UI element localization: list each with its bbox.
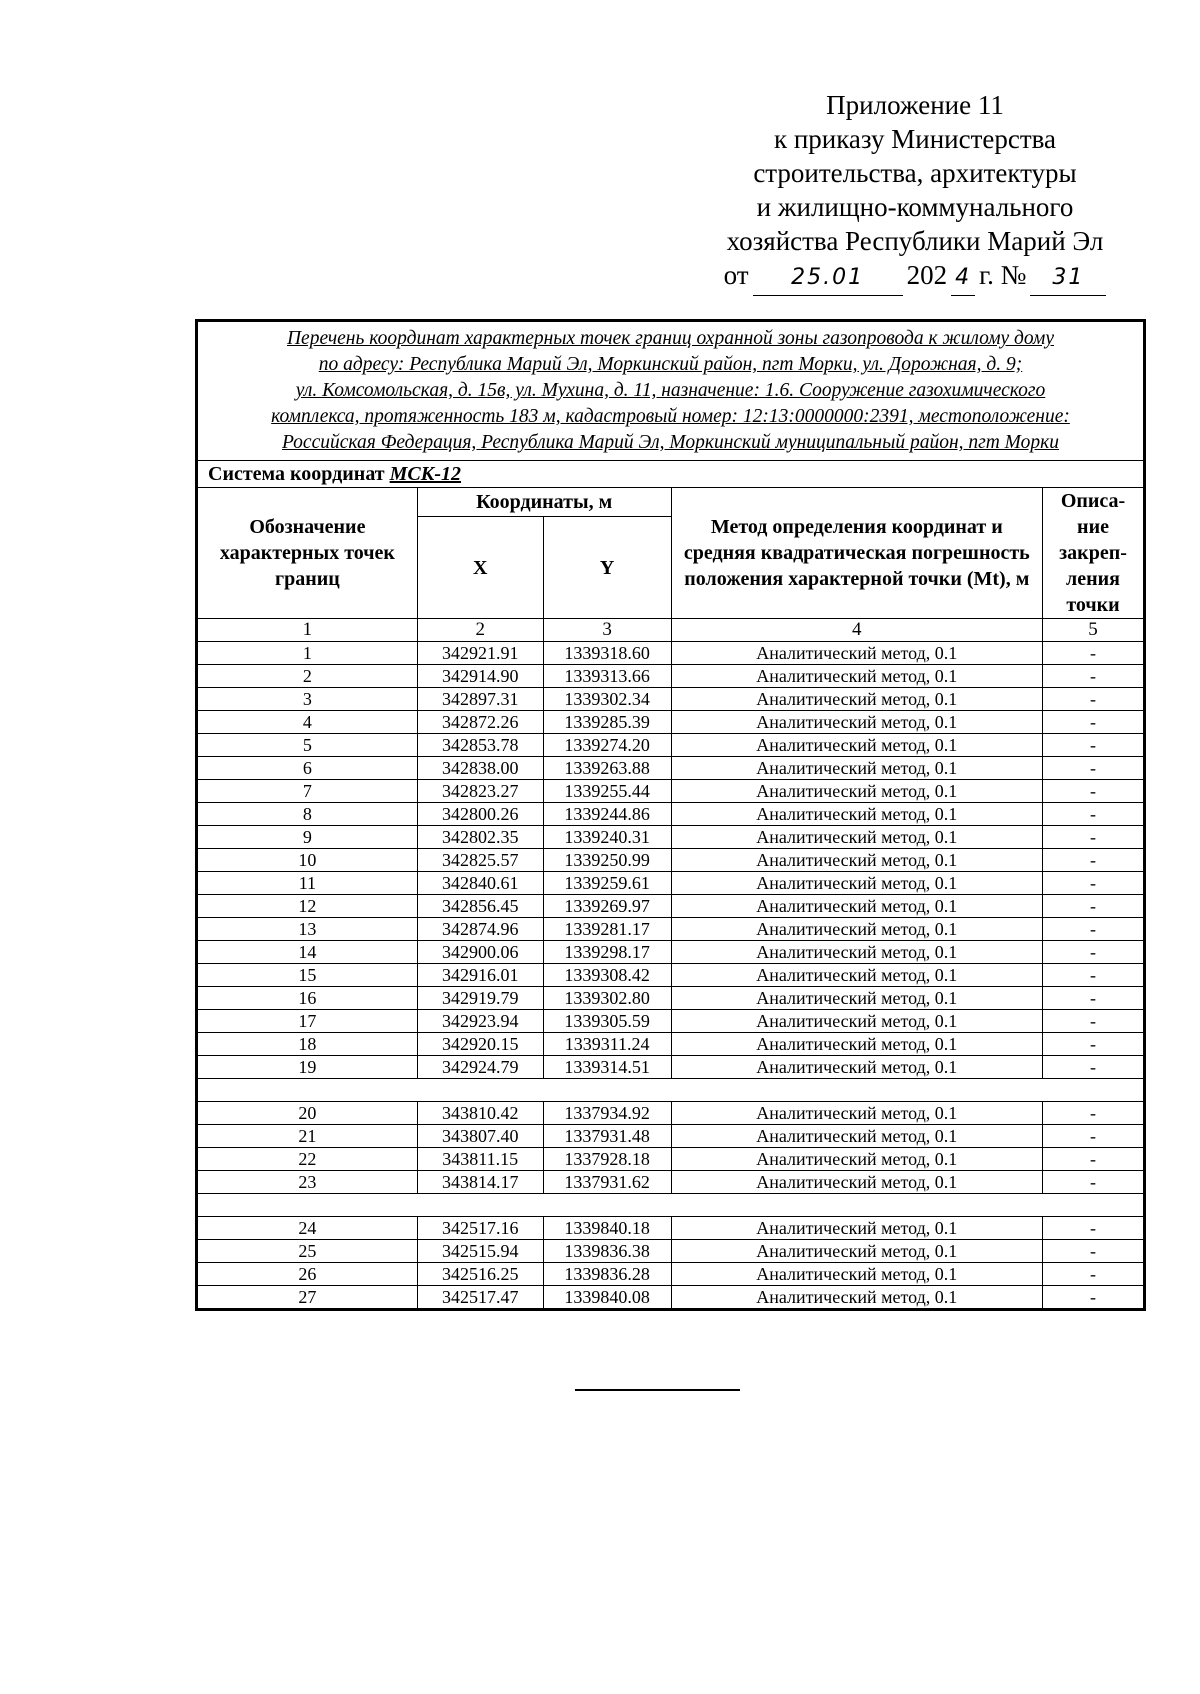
point-number: 11 <box>198 872 418 895</box>
coord-x: 342840.61 <box>417 872 543 895</box>
fixing-description: - <box>1043 1286 1144 1309</box>
fixing-description: - <box>1043 941 1144 964</box>
coord-y: 1339836.28 <box>543 1263 671 1286</box>
table-row <box>198 642 1144 665</box>
coord-x: 342517.16 <box>417 1217 543 1240</box>
group-separator-row <box>198 1079 1144 1102</box>
coordinate-system <box>198 461 1144 488</box>
point-number: 25 <box>198 1240 418 1263</box>
point-number: 26 <box>198 1263 418 1286</box>
point-number: 13 <box>198 918 418 941</box>
coord-x: 342924.79 <box>417 1056 543 1079</box>
group-separator-row <box>198 1194 1144 1217</box>
coord-x: 342823.27 <box>417 780 543 803</box>
method: Аналитический метод, 0.1 <box>671 665 1042 688</box>
group-separator <box>198 1194 1144 1217</box>
coord-x: 342923.94 <box>417 1010 543 1033</box>
method: Аналитический метод, 0.1 <box>671 895 1042 918</box>
coord-y: 1339274.20 <box>543 734 671 757</box>
fixing-description: - <box>1043 734 1144 757</box>
fixing-description: - <box>1043 1102 1144 1125</box>
method: Аналитический метод, 0.1 <box>671 987 1042 1010</box>
coord-x: 342872.26 <box>417 711 543 734</box>
fixing-description: - <box>1043 849 1144 872</box>
fixing-description: - <box>1043 918 1144 941</box>
method: Аналитический метод, 0.1 <box>671 711 1042 734</box>
point-number: 8 <box>198 803 418 826</box>
point-number: 5 <box>198 734 418 757</box>
point-number: 16 <box>198 987 418 1010</box>
order-line-1: к приказу Министерства <box>773 124 1057 154</box>
fixing-description: - <box>1043 711 1144 734</box>
table-row <box>198 711 1144 734</box>
coord-y: 1339263.88 <box>543 757 671 780</box>
coord-x: 342914.90 <box>417 665 543 688</box>
point-number: 7 <box>198 780 418 803</box>
coord-x: 343807.40 <box>417 1125 543 1148</box>
table-row <box>198 987 1144 1010</box>
fixing-description: - <box>1043 1125 1144 1148</box>
coord-y: 1339308.42 <box>543 964 671 987</box>
coord-x: 342856.45 <box>417 895 543 918</box>
table-row <box>198 1171 1144 1194</box>
table-title-line: по адресу: Республика Марий Эл, Моркинский район, пгт Морки, ул. Дорожная, д. 9; <box>318 354 1023 375</box>
coord-y: 1339318.60 <box>543 642 671 665</box>
table-row <box>198 895 1144 918</box>
table-row <box>198 872 1144 895</box>
coordinates-table <box>197 321 1144 1309</box>
method: Аналитический метод, 0.1 <box>671 964 1042 987</box>
method: Аналитический метод, 0.1 <box>671 1033 1042 1056</box>
table-row <box>198 1217 1144 1240</box>
coord-x: 342897.31 <box>417 688 543 711</box>
table-row <box>198 1148 1144 1171</box>
coord-y: 1339305.59 <box>543 1010 671 1033</box>
coord-x: 342920.15 <box>417 1033 543 1056</box>
point-number: 17 <box>198 1010 418 1033</box>
method: Аналитический метод, 0.1 <box>671 872 1042 895</box>
point-number: 2 <box>198 665 418 688</box>
table-row <box>198 1010 1144 1033</box>
fixing-description: - <box>1043 1033 1144 1056</box>
coord-x: 343814.17 <box>417 1171 543 1194</box>
point-number: 1 <box>198 642 418 665</box>
coord-x: 342515.94 <box>417 1240 543 1263</box>
table-row <box>198 1125 1144 1148</box>
handwritten-date: 25.01 <box>753 261 903 296</box>
point-number: 23 <box>198 1171 418 1194</box>
table-row <box>198 918 1144 941</box>
table-row <box>198 780 1144 803</box>
fixing-description: - <box>1043 780 1144 803</box>
table-title-line: Перечень координат характерных точек границ охранной зоны газопровода к жилому дому <box>286 328 1055 349</box>
method: Аналитический метод, 0.1 <box>671 941 1042 964</box>
coord-x: 343810.42 <box>417 1102 543 1125</box>
method: Аналитический метод, 0.1 <box>671 803 1042 826</box>
order-line-3: и жилищно-коммунального <box>756 192 1074 222</box>
column-numbers-row <box>198 619 1144 642</box>
point-number: 10 <box>198 849 418 872</box>
point-number: 20 <box>198 1102 418 1125</box>
coord-x: 342900.06 <box>417 941 543 964</box>
coord-x: 342517.47 <box>417 1286 543 1309</box>
coord-y: 1339259.61 <box>543 872 671 895</box>
column-number: 1 <box>198 619 418 642</box>
point-number: 18 <box>198 1033 418 1056</box>
column-number: 2 <box>417 619 543 642</box>
method: Аналитический метод, 0.1 <box>671 1171 1042 1194</box>
coord-y: 1339244.86 <box>543 803 671 826</box>
coord-y: 1339313.66 <box>543 665 671 688</box>
coord-y: 1339255.44 <box>543 780 671 803</box>
table-title-line: ул. Комсомольская, д. 15в, ул. Мухина, д. 11, назначение: 1.6. Сооружение газохимического <box>295 380 1046 401</box>
table-title <box>198 322 1144 461</box>
table-row <box>198 803 1144 826</box>
coord-x: 342874.96 <box>417 918 543 941</box>
coordinate-system-label: Система координат <box>208 462 385 485</box>
table-row <box>198 941 1144 964</box>
method: Аналитический метод, 0.1 <box>671 1240 1042 1263</box>
fixing-description: - <box>1043 1263 1144 1286</box>
order-date-line <box>680 258 1150 296</box>
table-row <box>198 757 1144 780</box>
order-line-2: строительства, архитектуры <box>753 158 1077 188</box>
column-number: 5 <box>1043 619 1144 642</box>
method: Аналитический метод, 0.1 <box>671 1056 1042 1079</box>
point-number: 24 <box>198 1217 418 1240</box>
coord-y: 1339240.31 <box>543 826 671 849</box>
point-number: 12 <box>198 895 418 918</box>
coord-x: 343811.15 <box>417 1148 543 1171</box>
coord-x: 342802.35 <box>417 826 543 849</box>
fixing-description: - <box>1043 757 1144 780</box>
coord-y: 1339840.18 <box>543 1217 671 1240</box>
point-number: 9 <box>198 826 418 849</box>
column-number: 3 <box>543 619 671 642</box>
document-header <box>680 88 1150 296</box>
coord-y: 1339836.38 <box>543 1240 671 1263</box>
table-row <box>198 826 1144 849</box>
fixing-description: - <box>1043 1240 1144 1263</box>
method: Аналитический метод, 0.1 <box>671 757 1042 780</box>
coord-x: 342921.91 <box>417 642 543 665</box>
fixing-description: - <box>1043 826 1144 849</box>
table-row <box>198 849 1144 872</box>
table-title-line: комплекса, протяженность 183 м, кадастровый номер: 12:13:0000000:2391, местоположение: <box>271 406 1070 427</box>
col-header-y: Y <box>543 517 671 619</box>
fixing-description: - <box>1043 1171 1144 1194</box>
appendix-title: Приложение 11 <box>826 90 1004 120</box>
coord-y: 1337931.48 <box>543 1125 671 1148</box>
method: Аналитический метод, 0.1 <box>671 1263 1042 1286</box>
coord-y: 1337931.62 <box>543 1171 671 1194</box>
coord-y: 1337934.92 <box>543 1102 671 1125</box>
group-separator <box>198 1079 1144 1102</box>
coord-x: 342919.79 <box>417 987 543 1010</box>
method: Аналитический метод, 0.1 <box>671 642 1042 665</box>
coordinate-system-value: МСК-12 <box>389 462 461 485</box>
coord-x: 342916.01 <box>417 964 543 987</box>
table-row <box>198 1263 1144 1286</box>
coord-y: 1339302.80 <box>543 987 671 1010</box>
point-number: 27 <box>198 1286 418 1309</box>
point-number: 6 <box>198 757 418 780</box>
table-row <box>198 1102 1144 1125</box>
col-header-coordinates: Координаты, м <box>417 488 671 517</box>
coord-y: 1339302.34 <box>543 688 671 711</box>
coord-y: 1339298.17 <box>543 941 671 964</box>
coord-y: 1339311.24 <box>543 1033 671 1056</box>
order-line-4: хозяйства Республики Марий Эл <box>726 226 1104 256</box>
point-number: 14 <box>198 941 418 964</box>
col-header-point: Обозначение характерных точек границ <box>198 488 418 619</box>
table-row <box>198 1056 1144 1079</box>
fixing-description: - <box>1043 1148 1144 1171</box>
method: Аналитический метод, 0.1 <box>671 734 1042 757</box>
handwritten-year-digit: 4 <box>951 261 975 296</box>
coord-y: 1339840.08 <box>543 1286 671 1309</box>
point-number: 21 <box>198 1125 418 1148</box>
point-number: 22 <box>198 1148 418 1171</box>
fixing-description: - <box>1043 1056 1144 1079</box>
fixing-description: - <box>1043 1217 1144 1240</box>
fixing-description: - <box>1043 1010 1144 1033</box>
method: Аналитический метод, 0.1 <box>671 780 1042 803</box>
from-label: от <box>723 260 749 290</box>
coord-x: 342825.57 <box>417 849 543 872</box>
coord-x: 342853.78 <box>417 734 543 757</box>
point-number: 3 <box>198 688 418 711</box>
number-label: г. № <box>979 260 1027 290</box>
method: Аналитический метод, 0.1 <box>671 1010 1042 1033</box>
col-header-method: Метод определения координат и средняя квадратическая погрешность положения характерной точки (Mt), м <box>671 488 1042 619</box>
fixing-description: - <box>1043 987 1144 1010</box>
table-row <box>198 1286 1144 1309</box>
method: Аналитический метод, 0.1 <box>671 826 1042 849</box>
fixing-description: - <box>1043 872 1144 895</box>
table-row <box>198 1240 1144 1263</box>
method: Аналитический метод, 0.1 <box>671 849 1042 872</box>
method: Аналитический метод, 0.1 <box>671 1286 1042 1309</box>
table-row <box>198 665 1144 688</box>
footer-divider <box>575 1389 740 1391</box>
method: Аналитический метод, 0.1 <box>671 688 1042 711</box>
coord-y: 1339250.99 <box>543 849 671 872</box>
method: Аналитический метод, 0.1 <box>671 1148 1042 1171</box>
point-number: 15 <box>198 964 418 987</box>
fixing-description: - <box>1043 642 1144 665</box>
coord-y: 1337928.18 <box>543 1148 671 1171</box>
coord-y: 1339314.51 <box>543 1056 671 1079</box>
coord-y: 1339281.17 <box>543 918 671 941</box>
table-row <box>198 734 1144 757</box>
coord-y: 1339285.39 <box>543 711 671 734</box>
method: Аналитический метод, 0.1 <box>671 918 1042 941</box>
table-title-line: Российская Федерация, Республика Марий Эл, Моркинский муниципальный район, пгт Морки <box>281 432 1060 453</box>
fixing-description: - <box>1043 964 1144 987</box>
fixing-description: - <box>1043 803 1144 826</box>
fixing-description: - <box>1043 665 1144 688</box>
column-number: 4 <box>671 619 1042 642</box>
year-prefix: 202 <box>906 260 948 290</box>
point-number: 4 <box>198 711 418 734</box>
coord-x: 342838.00 <box>417 757 543 780</box>
point-number: 19 <box>198 1056 418 1079</box>
table-row <box>198 964 1144 987</box>
coord-y: 1339269.97 <box>543 895 671 918</box>
fixing-description: - <box>1043 688 1144 711</box>
method: Аналитический метод, 0.1 <box>671 1125 1042 1148</box>
coord-x: 342800.26 <box>417 803 543 826</box>
method: Аналитический метод, 0.1 <box>671 1217 1042 1240</box>
fixing-description: - <box>1043 895 1144 918</box>
col-header-description: Описа-ние закреп-ления точки <box>1043 488 1144 619</box>
handwritten-order-number: 31 <box>1030 261 1106 296</box>
coord-x: 342516.25 <box>417 1263 543 1286</box>
table-row <box>198 1033 1144 1056</box>
table-row <box>198 688 1144 711</box>
method: Аналитический метод, 0.1 <box>671 1102 1042 1125</box>
col-header-x: X <box>417 517 543 619</box>
